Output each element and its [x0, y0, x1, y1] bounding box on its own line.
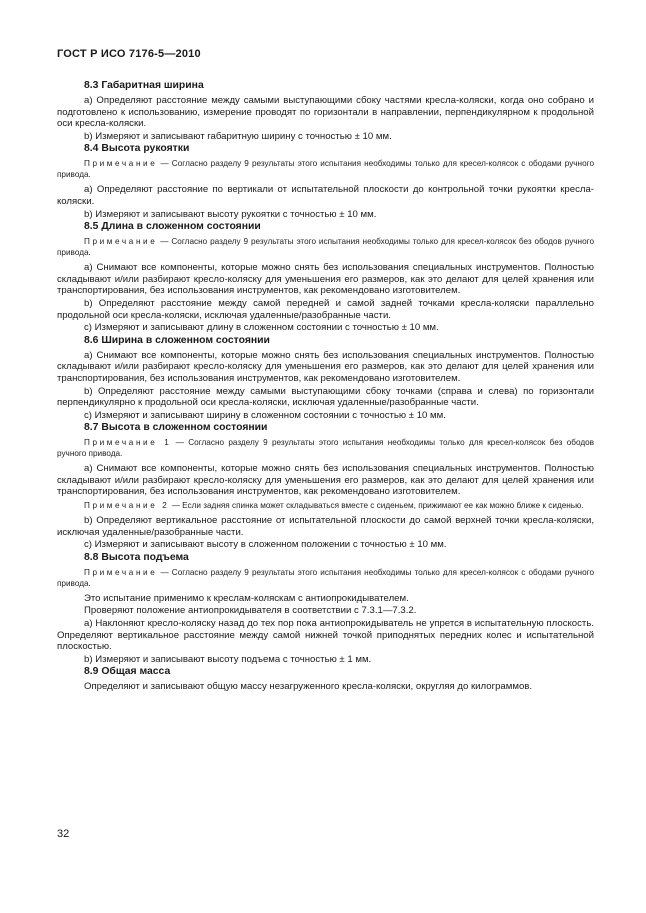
section: [57, 335, 594, 422]
section: [57, 422, 594, 551]
paragraph: b) Определяют расстояние между самыми выступающими сбоку точками (справа и слева) по горизонтали перпендикулярно к продольной оси кресла-коляски, исключая удаленные/разобранные части.: [57, 385, 594, 409]
note: [57, 567, 594, 589]
paragraph: Это испытание применимо к креслам-коляскам с антиопрокидывателем.: [84, 592, 409, 604]
document-header: ГОСТ Р ИСО 7176-5—2010: [57, 48, 201, 60]
paragraph: a) Снимают все компоненты, которые можно снять без использования специальных инструментов. Полностью складывают и/или разбирают кресло-коляску для уменьшения его размеров, как это делают для целей хранения или транспортирования, без использования инструментов, как рекомендовано изготовителем.: [57, 262, 594, 297]
note-label: Примечание: [84, 567, 158, 577]
note-text: — Согласно разделу 9 результаты этого испытания необходимы только для кресел-колясок без ободов ручного привода.: [57, 237, 594, 258]
note: [57, 158, 594, 180]
note-text: — Согласно разделу 9 результаты этого испытания необходимы только для кресел-колясок без ободов ручного привода.: [57, 438, 594, 459]
paragraph: a) Определяют расстояние между самыми выступающими сбоку частями кресла-коляски, когда оно собрано и подготовлено к использованию, измерение проводят по горизонтали в направлении, перпендикулярном к продольной оси кресла-коляски.: [57, 95, 594, 130]
paragraph: b) Измеряют и записывают высоту подъема с точностью ± 1 мм.: [84, 653, 372, 665]
section-heading: 8.5 Длина в сложенном состоянии: [84, 221, 261, 233]
paragraph: c) Измеряют и записывают длину в сложенном состоянии с точностью ± 10 мм.: [84, 322, 439, 334]
paragraph: b) Измеряют и записывают габаритную ширину с точностью ± 10 мм.: [84, 130, 392, 142]
section-heading: 8.7 Высота в сложенном состоянии: [84, 422, 268, 434]
section-heading: 8.6 Ширина в сложенном состоянии: [84, 334, 270, 346]
section-heading: 8.4 Высота рукоятки: [84, 143, 190, 155]
note-text: — Если задняя спинка может складываться вместе с сиденьем, прижимают ее как можно ближе к сиденью.: [169, 501, 584, 511]
page-number: 32: [57, 828, 70, 840]
note-label: Примечание 1: [84, 438, 172, 448]
section: [57, 552, 594, 666]
section: [57, 143, 594, 220]
note-label: Примечание: [84, 159, 158, 169]
paragraph: b) Измеряют и записывают высоту рукоятки с точностью ± 10 мм.: [84, 208, 377, 220]
section: [57, 666, 594, 693]
note-text: — Согласно разделу 9 результаты этого испытания необходимы только для кресел-колясок с ободами ручного привода.: [57, 159, 594, 180]
paragraph: c) Измеряют и записывают высоту в сложенном положении с точностью ± 10 мм.: [84, 539, 447, 551]
paragraph: a) Снимают все компоненты, которые можно снять без использования специальных инструментов. Полностью складывают и/или разбирают кресло-коляску для уменьшения его размеров, как это делают для целей хранения или транспортирования, без использования инструментов, как рекомендовано изготовителем.: [57, 349, 594, 384]
note: [57, 500, 594, 511]
paragraph: a) Наклоняют кресло-коляску назад до тех пор пока антиопрокидыватель не упрется в испытательную плоскость. Определяют вертикальное расстояние между самой нижней точкой приподнятых передних колес и испытательной плоскостью.: [57, 618, 594, 653]
note-label: Примечание: [84, 237, 158, 247]
section: [57, 80, 594, 142]
section: [57, 221, 594, 334]
section-heading: 8.3 Габаритная ширина: [84, 80, 204, 91]
paragraph: b) Определяют расстояние между самой передней и самой задней точками кресла-коляски параллельно продольной оси кресла-коляски, исключая удаленные/разобранные части.: [57, 297, 594, 321]
section-heading: 8.8 Высота подъема: [84, 551, 189, 563]
document-body: [57, 80, 594, 694]
paragraph: c) Измеряют и записывают ширину в сложенном состоянии с точностью ± 10 мм.: [84, 409, 446, 421]
section-heading: 8.9 Общая масса: [84, 666, 171, 678]
paragraph: b) Определяют вертикальное расстояние от испытательной плоскости до самой верхней точки кресла-коляски, исключая удаленные/разобранные части.: [57, 515, 594, 538]
note: [57, 437, 594, 459]
paragraph: a) Определяют расстояние по вертикали от испытательной плоскости до контрольной точки рукоятки кресла-коляски.: [57, 184, 594, 207]
paragraph: a) Снимают все компоненты, которые можно снять без использования специальных инструментов. Полностью складывают и/или разбирают кресло-коляску для уменьшения его размеров, как это делают для целей хранения или транспортирования, без использования инструментов, как рекомендовано изготовителем.: [57, 463, 594, 498]
paragraph: Определяют и записывают общую массу незагруженного кресла-коляски, округляя до килограммов.: [84, 681, 533, 693]
note-label: Примечание 2: [84, 501, 170, 511]
note-text: — Согласно разделу 9 результаты этого испытания необходимы только для кресел-колясок с ободами ручного привода.: [57, 567, 594, 588]
paragraph: Проверяют положение антиопрокидывателя в соответствии с 7.3.1—7.3.2.: [84, 605, 417, 617]
note: [57, 236, 594, 258]
